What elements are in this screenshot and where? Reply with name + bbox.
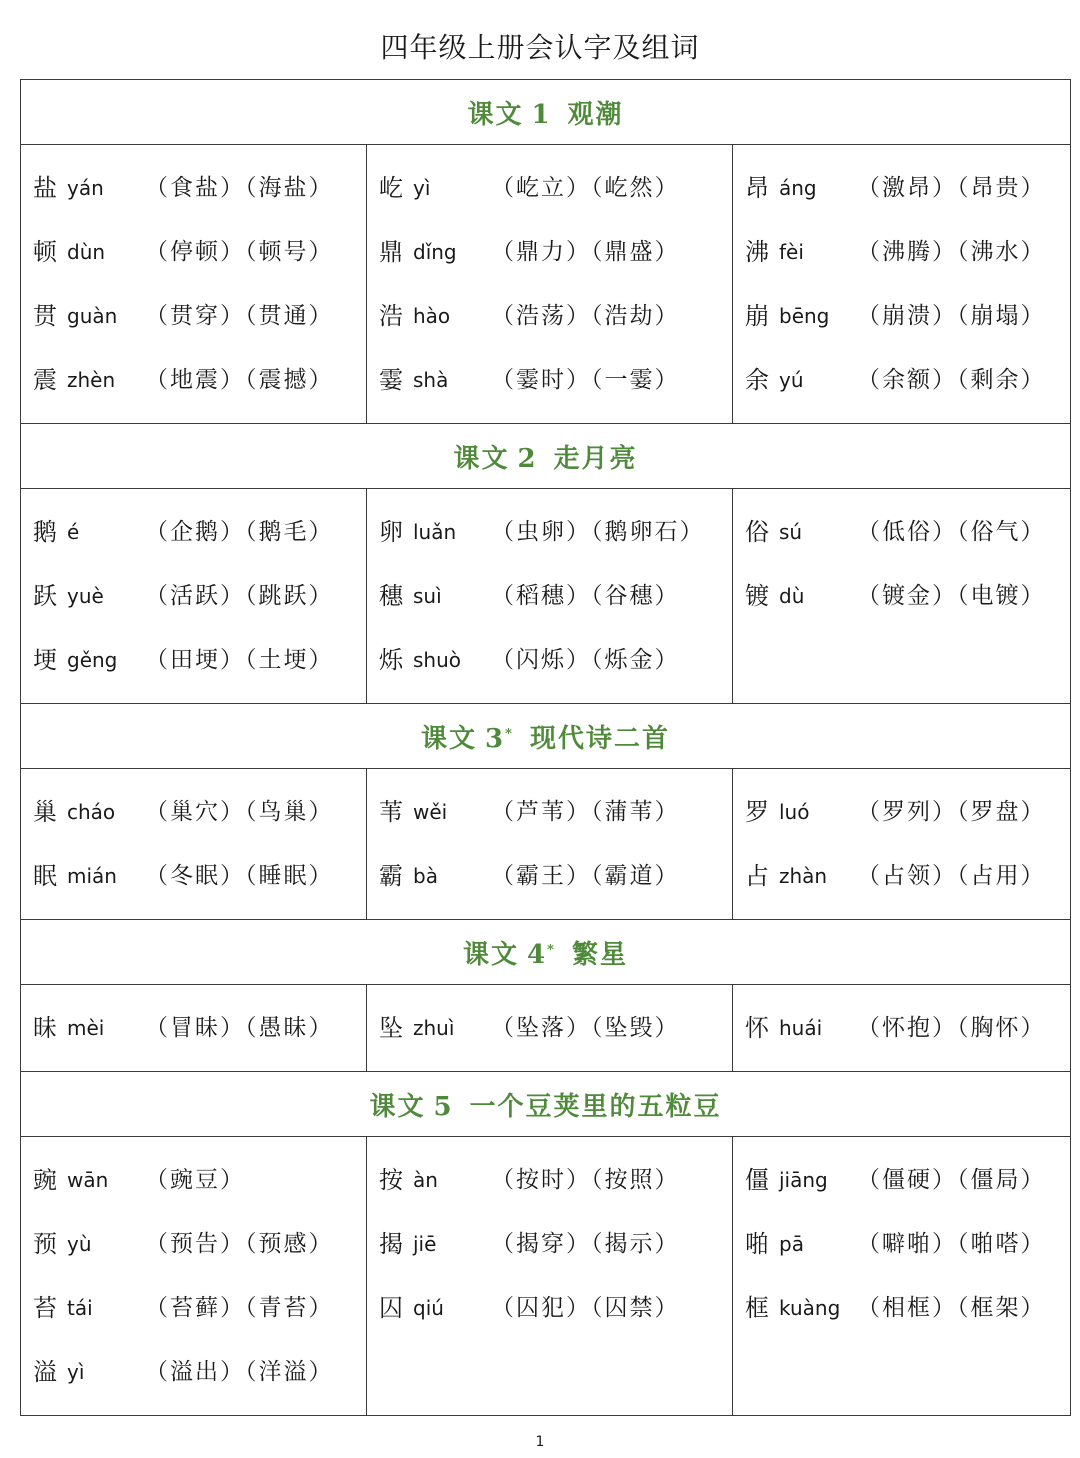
lesson-star: *	[505, 725, 514, 741]
pinyin: dǐng	[413, 240, 457, 264]
word-groups: （贯穿）（贯通）	[145, 303, 334, 329]
pinyin: yì	[413, 176, 431, 200]
lesson-header-row	[21, 80, 1071, 145]
vocab-entry	[33, 780, 366, 844]
lesson-label: 课文	[463, 939, 520, 970]
vocab-entry	[379, 1276, 732, 1340]
character: 怀	[745, 1014, 769, 1042]
vocab-entry	[33, 220, 366, 284]
vocab-entry	[745, 220, 1070, 284]
pinyin: cháo	[67, 800, 116, 824]
vocab-entry	[33, 844, 366, 908]
word-groups: （活跃）（跳跃）	[145, 583, 334, 609]
vocab-entry	[745, 284, 1070, 348]
lesson-label: 课文	[467, 99, 524, 130]
vocab-entry	[33, 500, 366, 564]
vocab-entry	[379, 284, 732, 348]
vocab-column	[21, 769, 367, 920]
pinyin: dù	[779, 584, 805, 608]
vocab-column	[21, 985, 367, 1072]
character: 框	[745, 1294, 769, 1322]
character: 溢	[33, 1358, 57, 1386]
lesson-body-row	[21, 489, 1071, 704]
vocab-entry	[379, 564, 732, 628]
word-groups: （苔藓）（青苔）	[145, 1295, 334, 1321]
lesson-number: 5	[433, 1091, 454, 1122]
vocab-entry	[33, 1212, 366, 1276]
vocab-entry	[33, 996, 366, 1060]
vocab-column	[367, 145, 733, 424]
word-groups: （预告）（预感）	[145, 1231, 334, 1257]
character: 浩	[379, 302, 403, 330]
vocab-entry	[379, 156, 732, 220]
vocab-column	[367, 489, 733, 704]
pinyin: pā	[779, 1232, 804, 1256]
character: 僵	[745, 1166, 769, 1194]
word-groups: （低俗）（俗气）	[857, 519, 1046, 545]
pinyin: wěi	[413, 800, 448, 824]
lesson-body-row	[21, 769, 1071, 920]
pinyin: luó	[779, 800, 810, 824]
word-groups: （屹立）（屹然）	[491, 175, 680, 201]
word-groups: （按时）（按照）	[491, 1167, 680, 1193]
lesson-label: 课文	[369, 1091, 426, 1122]
character: 按	[379, 1166, 403, 1194]
word-groups: （芦苇）（蒲苇）	[491, 799, 680, 825]
lesson-body-row	[21, 1137, 1071, 1416]
character: 囚	[379, 1294, 403, 1322]
character: 俗	[745, 518, 769, 546]
vocab-entry	[379, 780, 732, 844]
character: 盐	[33, 174, 57, 202]
vocab-entry	[33, 156, 366, 220]
pinyin: zhèn	[67, 368, 116, 392]
lesson-star: *	[547, 941, 556, 957]
word-groups: （企鹅）（鹅毛）	[145, 519, 334, 545]
lesson-number: 1	[531, 99, 552, 130]
vocab-entry	[33, 348, 366, 412]
vocab-entry	[745, 500, 1070, 564]
pinyin: huái	[779, 1016, 823, 1040]
vocab-column	[21, 145, 367, 424]
character: 余	[745, 366, 769, 394]
word-groups: （噼啪）（啪嗒）	[857, 1231, 1046, 1257]
pinyin: zhuì	[413, 1016, 455, 1040]
word-groups: （占领）（占用）	[857, 863, 1046, 889]
vocabulary-table	[20, 79, 1071, 1416]
word-groups: （地震）（震撼）	[145, 367, 334, 393]
word-groups: （溢出）（洋溢）	[145, 1359, 334, 1385]
vocab-entry	[745, 780, 1070, 844]
pinyin: yù	[67, 1232, 92, 1256]
lesson-title	[21, 920, 1071, 985]
pinyin: shà	[413, 368, 449, 392]
vocab-entry	[379, 500, 732, 564]
character: 沸	[745, 238, 769, 266]
character: 穗	[379, 582, 403, 610]
word-groups: （冬眠）（睡眠）	[145, 863, 334, 889]
pinyin: suì	[413, 584, 442, 608]
pinyin: yán	[67, 176, 104, 200]
word-groups: （坠落）（坠毁）	[491, 1015, 680, 1041]
pinyin: fèi	[779, 240, 804, 264]
character: 震	[33, 366, 57, 394]
word-groups: （镀金）（电镀）	[857, 583, 1046, 609]
pinyin: mèi	[67, 1016, 105, 1040]
page-number: 1	[535, 1434, 545, 1450]
lesson-number: 4	[527, 939, 548, 970]
vocab-entry	[33, 1276, 366, 1340]
lesson-title	[21, 1072, 1071, 1137]
lesson-title	[21, 80, 1071, 145]
vocab-entry	[379, 996, 732, 1060]
vocab-entry	[379, 220, 732, 284]
character: 苔	[33, 1294, 57, 1322]
character: 罗	[745, 798, 769, 826]
vocab-entry	[33, 1148, 366, 1212]
pinyin: gěng	[67, 648, 118, 672]
lesson-title	[21, 424, 1071, 489]
character: 苇	[379, 798, 403, 826]
character: 占	[745, 862, 769, 890]
lesson-label: 课文	[453, 443, 510, 474]
pinyin: sú	[779, 520, 803, 544]
character: 烁	[379, 646, 403, 674]
lesson-name: 走月亮	[553, 443, 638, 474]
pinyin: àn	[413, 1168, 438, 1192]
character: 昧	[33, 1014, 57, 1042]
character: 预	[33, 1230, 57, 1258]
lesson-header-row	[21, 920, 1071, 985]
pinyin: bēng	[779, 304, 830, 328]
pinyin: kuàng	[779, 1296, 841, 1320]
vocab-column	[733, 489, 1071, 704]
pinyin: zhàn	[779, 864, 828, 888]
word-groups: （沸腾）（沸水）	[857, 239, 1046, 265]
character: 霸	[379, 862, 403, 890]
vocab-entry	[745, 564, 1070, 628]
vocab-entry	[745, 1212, 1070, 1276]
word-groups: （罗列）（罗盘）	[857, 799, 1046, 825]
character: 埂	[33, 646, 57, 674]
vocab-entry	[745, 1276, 1070, 1340]
word-groups: （食盐）（海盐）	[145, 175, 334, 201]
page-title: 四年级上册会认字及组词	[380, 31, 700, 64]
vocab-entry	[745, 348, 1070, 412]
vocab-entry	[33, 284, 366, 348]
pinyin: bà	[413, 864, 438, 888]
word-groups: （揭穿）（揭示）	[491, 1231, 680, 1257]
pinyin: é	[67, 520, 80, 544]
character: 贯	[33, 302, 57, 330]
pinyin: tái	[67, 1296, 93, 1320]
pinyin: yú	[779, 368, 804, 392]
word-groups: （怀抱）（胸怀）	[857, 1015, 1046, 1041]
character: 鹅	[33, 518, 57, 546]
character: 卵	[379, 518, 403, 546]
word-groups: （豌豆）	[145, 1167, 245, 1193]
word-groups: （霎时）（一霎）	[491, 367, 680, 393]
character: 跃	[33, 582, 57, 610]
vocab-column	[733, 1137, 1071, 1416]
pinyin: wān	[67, 1168, 109, 1192]
word-groups: （浩荡）（浩劫）	[491, 303, 680, 329]
character: 顿	[33, 238, 57, 266]
vocab-entry	[379, 844, 732, 908]
vocab-entry	[745, 156, 1070, 220]
pinyin: jiāng	[779, 1168, 828, 1192]
lesson-number: 2	[517, 443, 538, 474]
word-groups: （鼎力）（鼎盛）	[491, 239, 680, 265]
vocab-entry	[745, 844, 1070, 908]
vocab-column	[21, 1137, 367, 1416]
pinyin: yì	[67, 1360, 85, 1384]
vocab-entry	[745, 1148, 1070, 1212]
pinyin: dùn	[67, 240, 106, 264]
character: 坠	[379, 1014, 403, 1042]
character: 崩	[745, 302, 769, 330]
lesson-title	[21, 704, 1071, 769]
vocab-entry	[379, 348, 732, 412]
lesson-number: 3	[485, 723, 506, 754]
lesson-body-row	[21, 985, 1071, 1072]
vocab-column	[733, 769, 1071, 920]
word-groups: （闪烁）（烁金）	[491, 647, 680, 673]
vocab-entry	[33, 628, 366, 692]
pinyin: jiē	[413, 1232, 437, 1256]
vocab-entry	[33, 564, 366, 628]
vocab-column	[733, 145, 1071, 424]
vocab-entry	[33, 1340, 366, 1404]
word-groups: （囚犯）（囚禁）	[491, 1295, 680, 1321]
character: 啪	[745, 1230, 769, 1258]
lesson-label: 课文	[421, 723, 478, 754]
pinyin: áng	[779, 176, 817, 200]
lesson-header-row	[21, 704, 1071, 769]
word-groups: （激昂）（昂贵）	[857, 175, 1046, 201]
lesson-header-row	[21, 1072, 1071, 1137]
word-groups: （崩溃）（崩塌）	[857, 303, 1046, 329]
pinyin: qiú	[413, 1296, 444, 1320]
character: 昂	[745, 174, 769, 202]
vocab-column	[367, 769, 733, 920]
vocab-entry	[379, 1212, 732, 1276]
character: 眠	[33, 862, 57, 890]
vocab-column	[733, 985, 1071, 1072]
character: 豌	[33, 1166, 57, 1194]
word-groups: （虫卵）（鹅卵石）	[491, 519, 705, 545]
word-groups: （僵硬）（僵局）	[857, 1167, 1046, 1193]
lesson-name: 观潮	[567, 99, 624, 130]
word-groups: （田埂）（土埂）	[145, 647, 334, 673]
word-groups: （巢穴）（鸟巢）	[145, 799, 334, 825]
word-groups: （停顿）（顿号）	[145, 239, 334, 265]
lesson-name: 一个豆荚里的五粒豆	[469, 1091, 722, 1122]
vocab-entry	[379, 628, 732, 692]
vocab-column	[21, 489, 367, 704]
vocab-entry	[745, 996, 1070, 1060]
character: 霎	[379, 366, 403, 394]
character: 巢	[33, 798, 57, 826]
character: 鼎	[379, 238, 403, 266]
character: 屹	[379, 174, 403, 202]
word-groups: （余额）（剩余）	[857, 367, 1046, 393]
pinyin: luǎn	[413, 520, 457, 544]
word-groups: （霸王）（霸道）	[491, 863, 680, 889]
lesson-name: 现代诗二首	[529, 723, 670, 754]
word-groups: （相框）（框架）	[857, 1295, 1046, 1321]
vocab-entry	[379, 1148, 732, 1212]
pinyin: guàn	[67, 304, 118, 328]
vocab-column	[367, 985, 733, 1072]
pinyin: shuò	[413, 648, 462, 672]
character: 镀	[745, 582, 769, 610]
word-groups: （稻穗）（谷穗）	[491, 583, 680, 609]
lesson-name: 繁星	[571, 939, 628, 970]
vocab-column	[367, 1137, 733, 1416]
pinyin: mián	[67, 864, 117, 888]
character: 揭	[379, 1230, 403, 1258]
word-groups: （冒昧）（愚昧）	[145, 1015, 334, 1041]
lesson-header-row	[21, 424, 1071, 489]
lesson-body-row	[21, 145, 1071, 424]
pinyin: hào	[413, 304, 451, 328]
pinyin: yuè	[67, 584, 104, 608]
